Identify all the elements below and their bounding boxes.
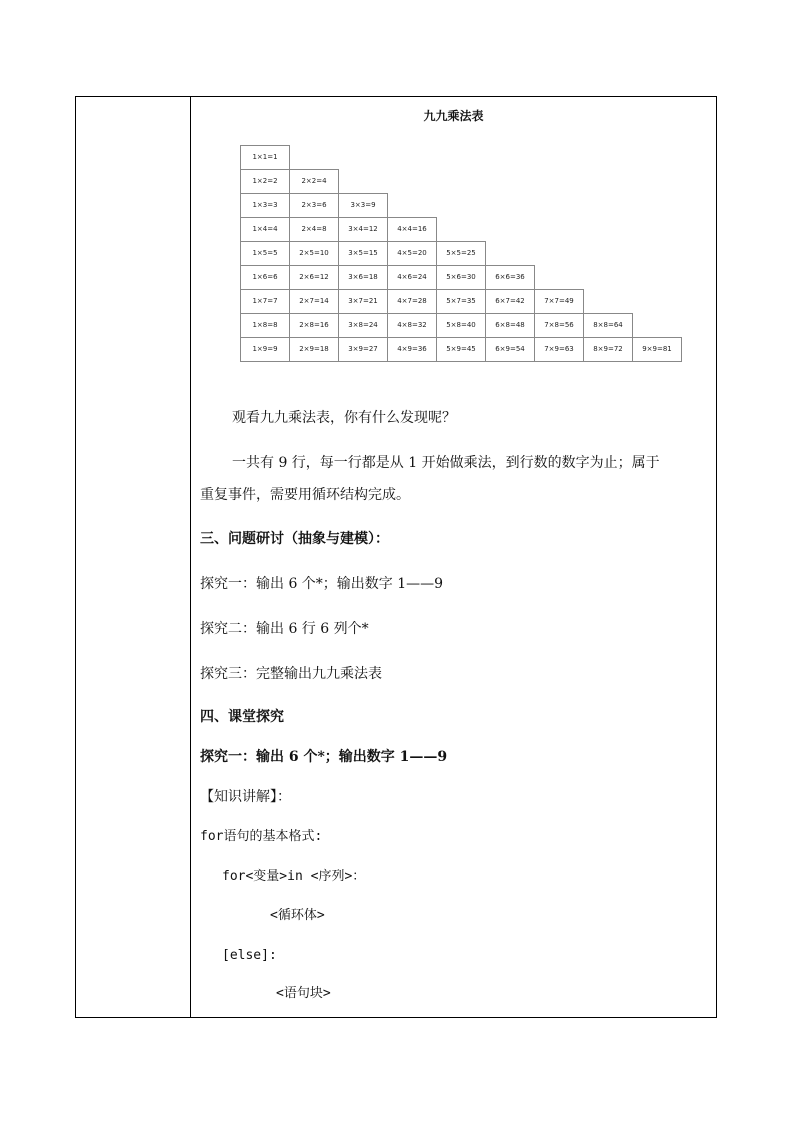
table-cell: 9×9=81 — [632, 337, 682, 362]
multiplication-table-title: 九九乘法表 — [423, 109, 484, 123]
table-cell: 1×7=7 — [240, 289, 290, 314]
explore-1-bold: 探究一：输出 6 个*；输出数字 1——9 — [200, 749, 448, 765]
lesson-table — [75, 96, 717, 1018]
knowledge-label: 【知识讲解】： — [200, 789, 291, 805]
table-cell: 2×6=12 — [289, 265, 339, 290]
table-cell: 2×7=14 — [289, 289, 339, 314]
for-basic-format: for语句的基本格式: — [200, 829, 323, 844]
code-for-line: for<变量>in <序列>： — [222, 869, 366, 884]
left-column — [76, 97, 191, 1017]
table-cell: 3×8=24 — [338, 313, 388, 338]
table-cell: 4×9=36 — [387, 337, 437, 362]
code-block-line: <语句块> — [276, 986, 331, 1001]
table-cell: 1×2=2 — [240, 169, 290, 194]
content-column — [191, 97, 716, 1017]
section-3-heading: 三、问题研讨（抽象与建模）： — [200, 531, 389, 547]
section-4-heading: 四、课堂探究 — [200, 709, 284, 725]
table-cell: 5×9=45 — [436, 337, 486, 362]
question-text: 观看九九乘法表，你有什么发现呢？ — [232, 410, 456, 426]
table-cell: 8×9=72 — [583, 337, 633, 362]
code-else-line: [else]: — [222, 948, 277, 963]
table-cell: 3×9=27 — [338, 337, 388, 362]
table-cell: 4×6=24 — [387, 265, 437, 290]
table-cell: 2×4=8 — [289, 217, 339, 242]
table-cell: 4×8=32 — [387, 313, 437, 338]
explore-1: 探究一：输出 6 个*；输出数字 1——9 — [200, 576, 444, 592]
table-cell: 1×4=4 — [240, 217, 290, 242]
table-cell: 2×9=18 — [289, 337, 339, 362]
table-cell: 2×8=16 — [289, 313, 339, 338]
table-cell: 2×5=10 — [289, 241, 339, 266]
table-cell: 5×7=35 — [436, 289, 486, 314]
table-cell: 5×8=40 — [436, 313, 486, 338]
table-cell: 1×9=9 — [240, 337, 290, 362]
table-cell: 1×6=6 — [240, 265, 290, 290]
table-cell: 5×5=25 — [436, 241, 486, 266]
table-cell: 2×2=4 — [289, 169, 339, 194]
explore-3: 探究三：完整输出九九乘法表 — [200, 666, 382, 682]
table-cell: 1×1=1 — [240, 145, 290, 170]
table-cell: 7×7=49 — [534, 289, 584, 314]
table-cell: 7×9=63 — [534, 337, 584, 362]
code-body-line: <循环体> — [270, 908, 325, 923]
table-cell: 1×8=8 — [240, 313, 290, 338]
explore-2: 探究二：输出 6 行 6 列个* — [200, 621, 369, 637]
table-cell: 4×7=28 — [387, 289, 437, 314]
table-cell: 6×9=54 — [485, 337, 535, 362]
table-cell: 3×6=18 — [338, 265, 388, 290]
table-cell: 3×5=15 — [338, 241, 388, 266]
answer-line-1: 一共有 9 行，每一行都是从 1 开始做乘法，到行数的数字为止；属于 — [232, 455, 660, 471]
table-cell: 3×4=12 — [338, 217, 388, 242]
table-cell: 6×6=36 — [485, 265, 535, 290]
table-cell: 8×8=64 — [583, 313, 633, 338]
table-cell: 1×5=5 — [240, 241, 290, 266]
table-cell: 6×8=48 — [485, 313, 535, 338]
table-cell: 2×3=6 — [289, 193, 339, 218]
table-cell: 5×6=30 — [436, 265, 486, 290]
table-cell: 4×4=16 — [387, 217, 437, 242]
table-cell: 3×3=9 — [338, 193, 388, 218]
table-cell: 3×7=21 — [338, 289, 388, 314]
table-cell: 4×5=20 — [387, 241, 437, 266]
answer-line-2: 重复事件，需要用循环结构完成。 — [200, 487, 410, 503]
table-cell: 6×7=42 — [485, 289, 535, 314]
table-cell: 7×8=56 — [534, 313, 584, 338]
table-cell: 1×3=3 — [240, 193, 290, 218]
